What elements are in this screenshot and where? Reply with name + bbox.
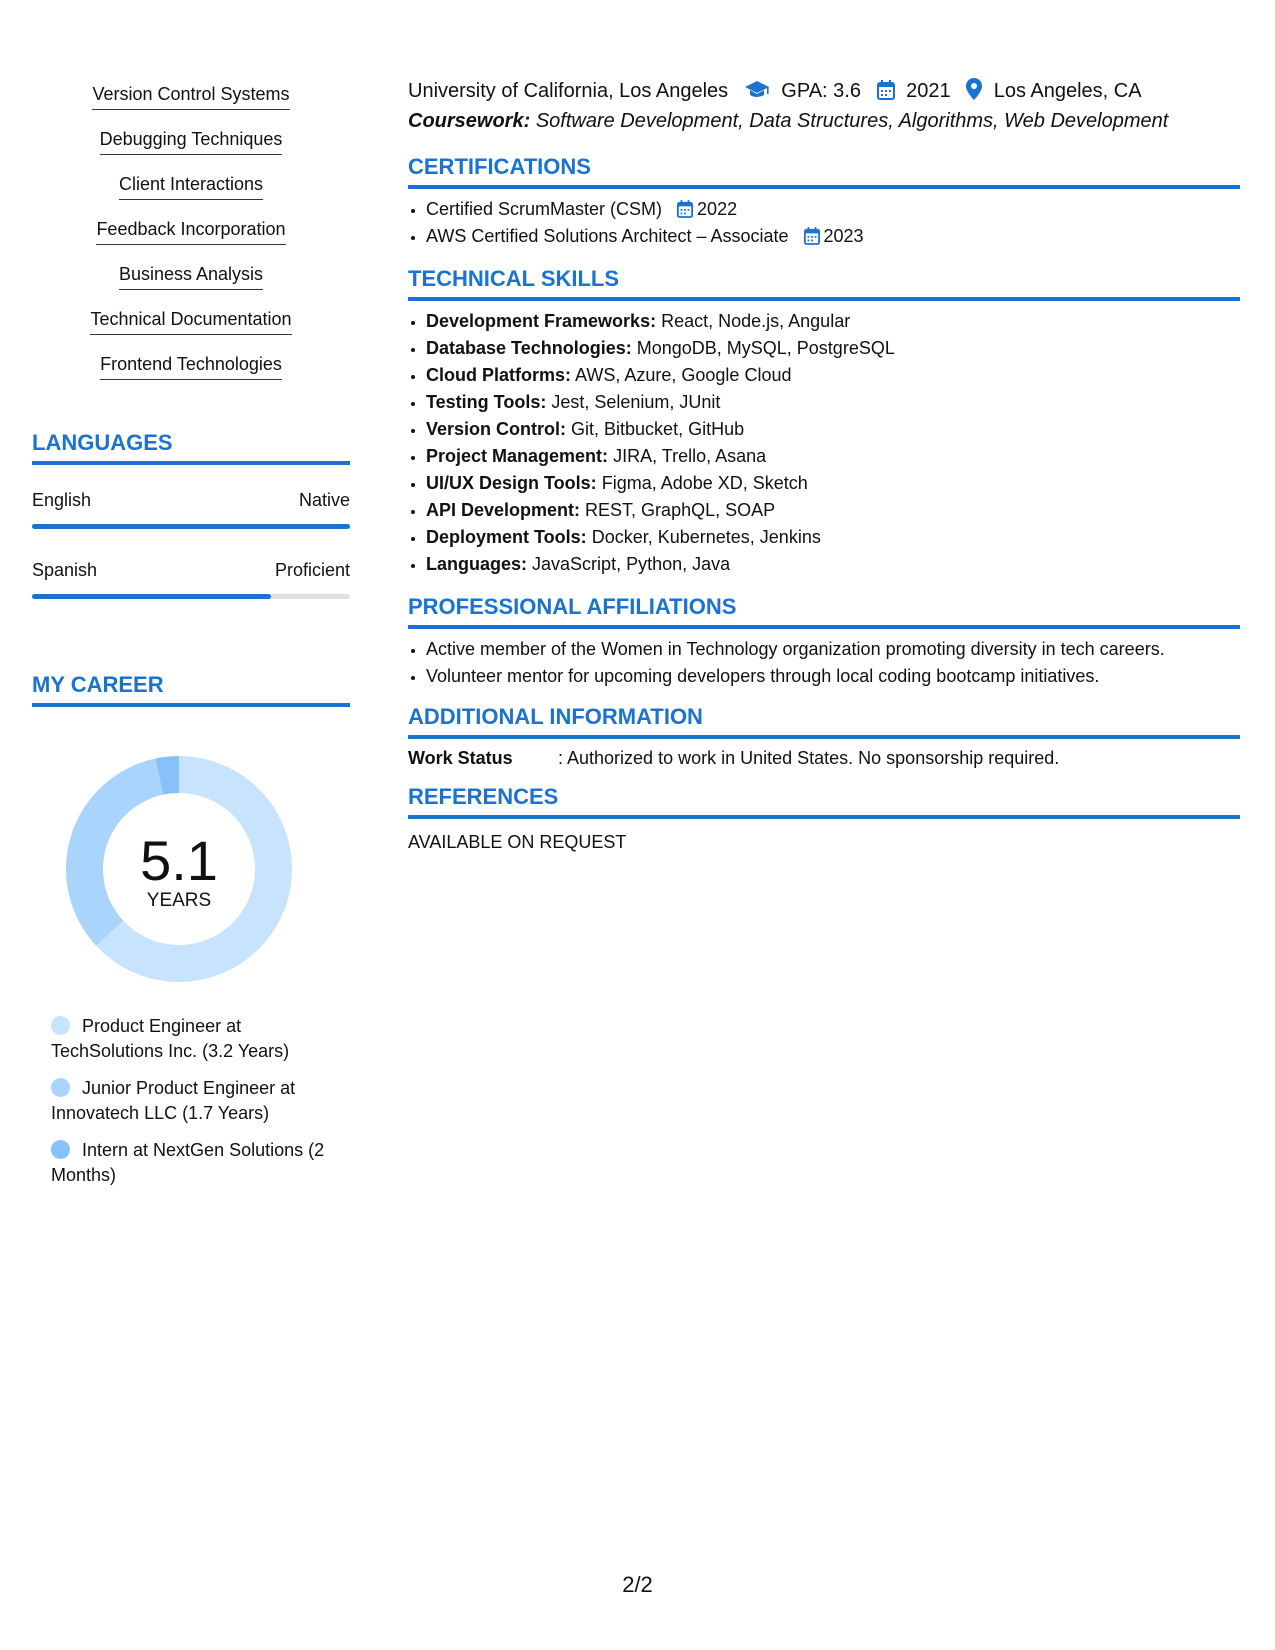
- language-name: Spanish: [32, 560, 98, 580]
- language-level: Proficient: [274, 560, 350, 580]
- skill-tag: Technical Documentation: [32, 309, 350, 354]
- certifications-heading: CERTIFICATIONS: [408, 154, 1240, 189]
- legend-dot: [51, 1078, 70, 1097]
- location-pin-icon: [966, 78, 982, 106]
- language-proficiency-bar: [32, 524, 350, 529]
- work-status-row: [408, 748, 1059, 769]
- career-legend-item: Product Engineer at TechSolutions Inc. (3.2 Years): [51, 1016, 290, 1061]
- list-item: • Database Technologies: MongoDB, MySQL, PostgreSQL: [426, 335, 1240, 362]
- list-item: • UI/UX Design Tools: Figma, Adobe XD, Sketch: [426, 470, 1240, 497]
- career-legend-item: Intern at NextGen Solutions (2 Months): [51, 1140, 325, 1185]
- calendar-icon: [804, 226, 820, 253]
- list-item: • AWS Certified Solutions Architect – Associate 2023: [426, 223, 1240, 250]
- skill-tag: Frontend Technologies: [32, 354, 350, 399]
- language-name: English: [32, 490, 92, 510]
- calendar-icon: [877, 80, 895, 106]
- legend-dot: [51, 1140, 70, 1159]
- additional-info-heading: ADDITIONAL INFORMATION: [408, 704, 1240, 739]
- work-status-label: Work Status: [408, 748, 513, 768]
- skill-tag: Version Control Systems: [32, 84, 350, 129]
- technical-skills-heading: TECHNICAL SKILLS: [408, 266, 1240, 301]
- page-number: 2/2: [622, 1572, 653, 1597]
- list-item: • Deployment Tools: Docker, Kubernetes, Jenkins: [426, 524, 1240, 551]
- graduation-year: 2021: [906, 80, 951, 102]
- graduation-cap-icon: [744, 80, 770, 106]
- school-name: University of California, Los Angeles: [408, 80, 729, 102]
- skill-tag: Client Interactions: [32, 174, 350, 219]
- references-text: AVAILABLE ON REQUEST: [408, 832, 627, 852]
- career-total-unit: YEARS: [146, 890, 212, 911]
- language-proficiency-fill: [32, 594, 271, 599]
- career-total-years: 5.1: [140, 829, 218, 892]
- career-legend-item: Junior Product Engineer at Innovatech LLC (1.7 Years): [51, 1078, 296, 1123]
- list-item: • Certified ScrumMaster (CSM) 2022: [426, 196, 1240, 223]
- calendar-icon: [677, 199, 693, 226]
- coursework-label: Coursework:: [408, 110, 531, 132]
- coursework-line: [408, 110, 1168, 133]
- list-item: • Testing Tools: Jest, Selenium, JUnit: [426, 389, 1240, 416]
- skill-tag: Feedback Incorporation: [32, 219, 350, 264]
- language-level: Native: [298, 490, 350, 510]
- list-item: • Cloud Platforms: AWS, Azure, Google Cloud: [426, 362, 1240, 389]
- career-heading: MY CAREER: [32, 672, 350, 707]
- list-item: • Project Management: JIRA, Trello, Asana: [426, 443, 1240, 470]
- certifications-list: [408, 196, 1240, 250]
- list-item: • API Development: REST, GraphQL, SOAP: [426, 497, 1240, 524]
- list-item: • Development Frameworks: React, Node.js, Angular: [426, 308, 1240, 335]
- gpa: GPA: 3.6: [781, 80, 861, 102]
- language-proficiency-fill: [32, 524, 350, 529]
- list-item: • Volunteer mentor for upcoming developers through local coding bootcamp initiatives.: [426, 663, 1240, 690]
- work-status-value: : Authorized to work in United States. No sponsorship required.: [558, 748, 1060, 768]
- references-heading: REFERENCES: [408, 784, 1240, 819]
- list-item: • Languages: JavaScript, Python, Java: [426, 551, 1240, 578]
- school-location: Los Angeles, CA: [993, 80, 1142, 102]
- languages-heading: LANGUAGES: [32, 430, 350, 465]
- list-item: • Active member of the Women in Technology organization promoting diversity in tech careers.: [426, 636, 1240, 663]
- technical-skills-list: [408, 308, 1240, 578]
- legend-dot: [51, 1016, 70, 1035]
- coursework-list: Software Development, Data Structures, Algorithms, Web Development: [535, 110, 1169, 132]
- skill-tag: Business Analysis: [32, 264, 350, 309]
- skill-tag-list: [32, 84, 350, 399]
- list-item: • Version Control: Git, Bitbucket, GitHub: [426, 416, 1240, 443]
- career-donut-center: [66, 756, 292, 982]
- education-line: [408, 78, 1142, 106]
- affiliations-heading: PROFESSIONAL AFFILIATIONS: [408, 594, 1240, 629]
- language-proficiency-bar: [32, 594, 350, 599]
- skill-tag: Debugging Techniques: [32, 129, 350, 174]
- affiliations-list: [408, 636, 1240, 690]
